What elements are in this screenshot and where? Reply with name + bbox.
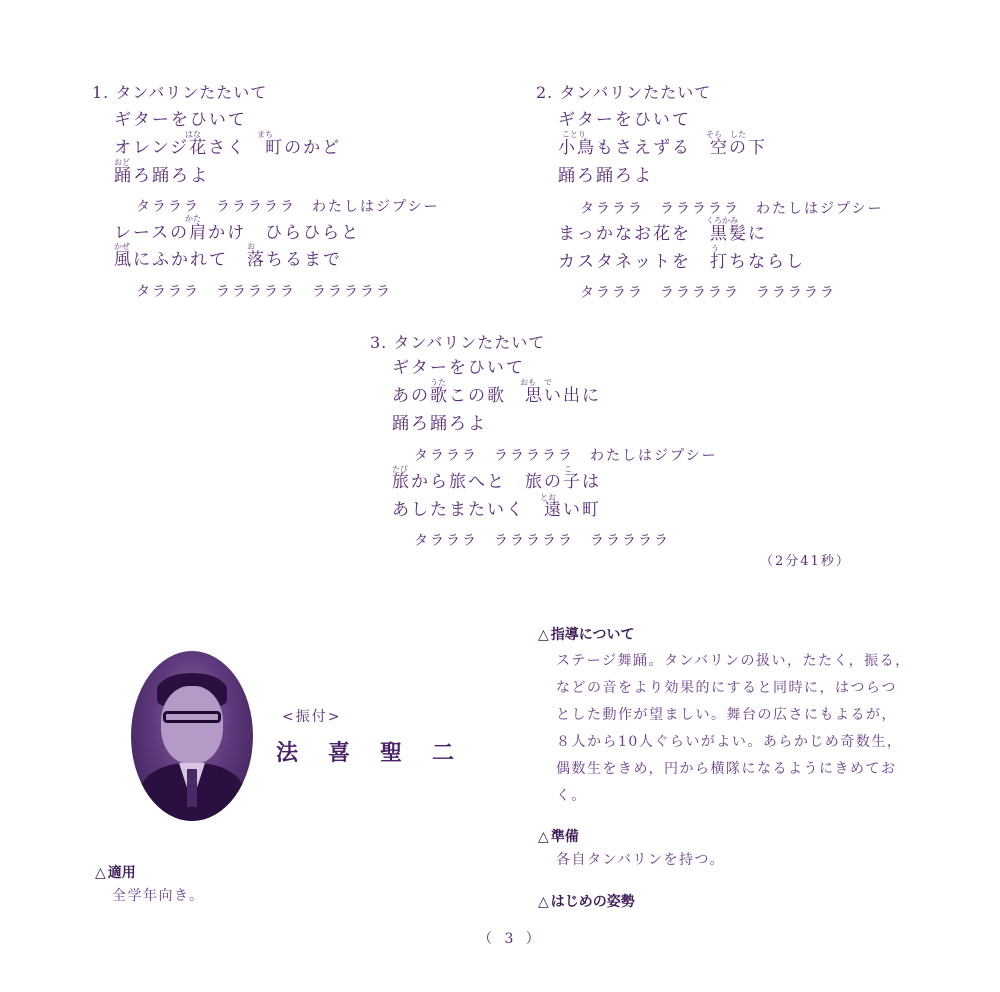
ruby: こ (564, 465, 572, 474)
ruby: たび (392, 465, 408, 474)
portrait-glasses (163, 711, 221, 723)
lyric-line: あの歌この歌 思い出に (392, 386, 601, 406)
lyric-line: 踊ろ踊ろよ (558, 166, 653, 186)
lyric-line: 風にふかれて 落ちるまで (114, 250, 342, 270)
refrain-line: タラララ ラララララ ラララララ (414, 533, 670, 549)
section-guidance-text (556, 648, 911, 810)
lyric-line: ギターをひいて (392, 358, 525, 378)
paragraph-line: 偶数生をきめ，円から横隊になるようにきめてお (556, 761, 897, 777)
ruby: はな (185, 130, 201, 139)
section-applicable-head (95, 862, 136, 882)
portrait-tie (187, 769, 197, 807)
paragraph-line: ８人から10人ぐらいがよい。あらかじめ奇数生， (556, 734, 903, 750)
ruby: う (711, 244, 719, 253)
section-preparation-text: 各自タンバリンを持つ。 (556, 852, 725, 868)
ruby: かた (185, 214, 201, 223)
ruby: おど (114, 158, 130, 167)
lyric-line: レースの肩かけ ひらひらと (114, 223, 361, 243)
lyric-line: 小鳥もさえずる 空の下 (558, 138, 767, 158)
section-applicable-text: 全学年向き。 (112, 888, 205, 904)
section-title: 準備 (550, 829, 579, 845)
verse-title: 2. タンバリンたたいて (536, 83, 712, 102)
triangle-icon: △ (538, 894, 549, 910)
choreographer-label: <振付> (282, 709, 342, 725)
section-starting-pose-head (538, 891, 635, 911)
lyric-line: オレンジ花さく 町のかど (114, 138, 342, 158)
ruby: かぜ (114, 242, 130, 251)
ruby: そら した (706, 130, 746, 139)
ruby: とお (540, 493, 556, 502)
lyric-line: ギターをひいて (114, 110, 247, 130)
paragraph-line: ステージ舞踊。タンバリンの扱い，たたく，振る， (556, 653, 911, 669)
ruby: くろかみ (706, 216, 738, 225)
verse-title: 1. タンバリンたたいて (92, 83, 268, 102)
ruby: うた (430, 378, 446, 387)
choreographer-portrait (131, 651, 253, 821)
lyric-line: 旅から旅へと 旅の子は (392, 472, 601, 492)
refrain-line: タラララ ラララララ ラララララ (136, 284, 392, 300)
paragraph-line: とした動作が望ましい。舞台の広さにもよるが， (556, 707, 897, 723)
section-preparation-head (538, 826, 579, 846)
choreographer-name: 法喜聖二 (276, 740, 485, 766)
lyric-line: ギターをひいて (558, 110, 691, 130)
ruby: ことり (562, 130, 586, 139)
paragraph-line: などの音をより効果的にすると同時に，はつらつ (556, 680, 897, 696)
paragraph-line: く。 (556, 788, 587, 804)
page-number: （ 3 ） (478, 931, 544, 947)
refrain-line: タラララ ラララララ わたしはジプシー (136, 199, 440, 215)
verse-title: 3. タンバリンたたいて (370, 333, 546, 352)
section-guidance-head (538, 624, 635, 644)
lyric-line: 踊ろ踊ろよ (114, 166, 209, 186)
section-title: 指導について (550, 627, 635, 643)
lyric-line: カスタネットを 打ちならし (558, 252, 805, 272)
lyric-line: 踊ろ踊ろよ (392, 414, 487, 434)
lyric-line: まっかなお花を 黒髪に (558, 224, 767, 244)
triangle-icon: △ (538, 829, 549, 845)
lyric-line: あしたまたいく 遠い町 (392, 500, 601, 520)
refrain-line: タラララ ラララララ わたしはジプシー (414, 448, 718, 464)
ruby: お (247, 242, 255, 251)
refrain-line: タラララ ラララララ わたしはジプシー (580, 201, 884, 217)
portrait-face (161, 686, 223, 764)
section-title: はじめの姿勢 (550, 894, 635, 910)
ruby: おも で (520, 378, 552, 387)
refrain-line: タラララ ラララララ ラララララ (580, 285, 836, 301)
triangle-icon: △ (95, 865, 106, 881)
duration: （2分41秒） (760, 554, 851, 569)
ruby: まち (257, 130, 273, 139)
section-title: 適用 (107, 865, 136, 881)
triangle-icon: △ (538, 627, 549, 643)
